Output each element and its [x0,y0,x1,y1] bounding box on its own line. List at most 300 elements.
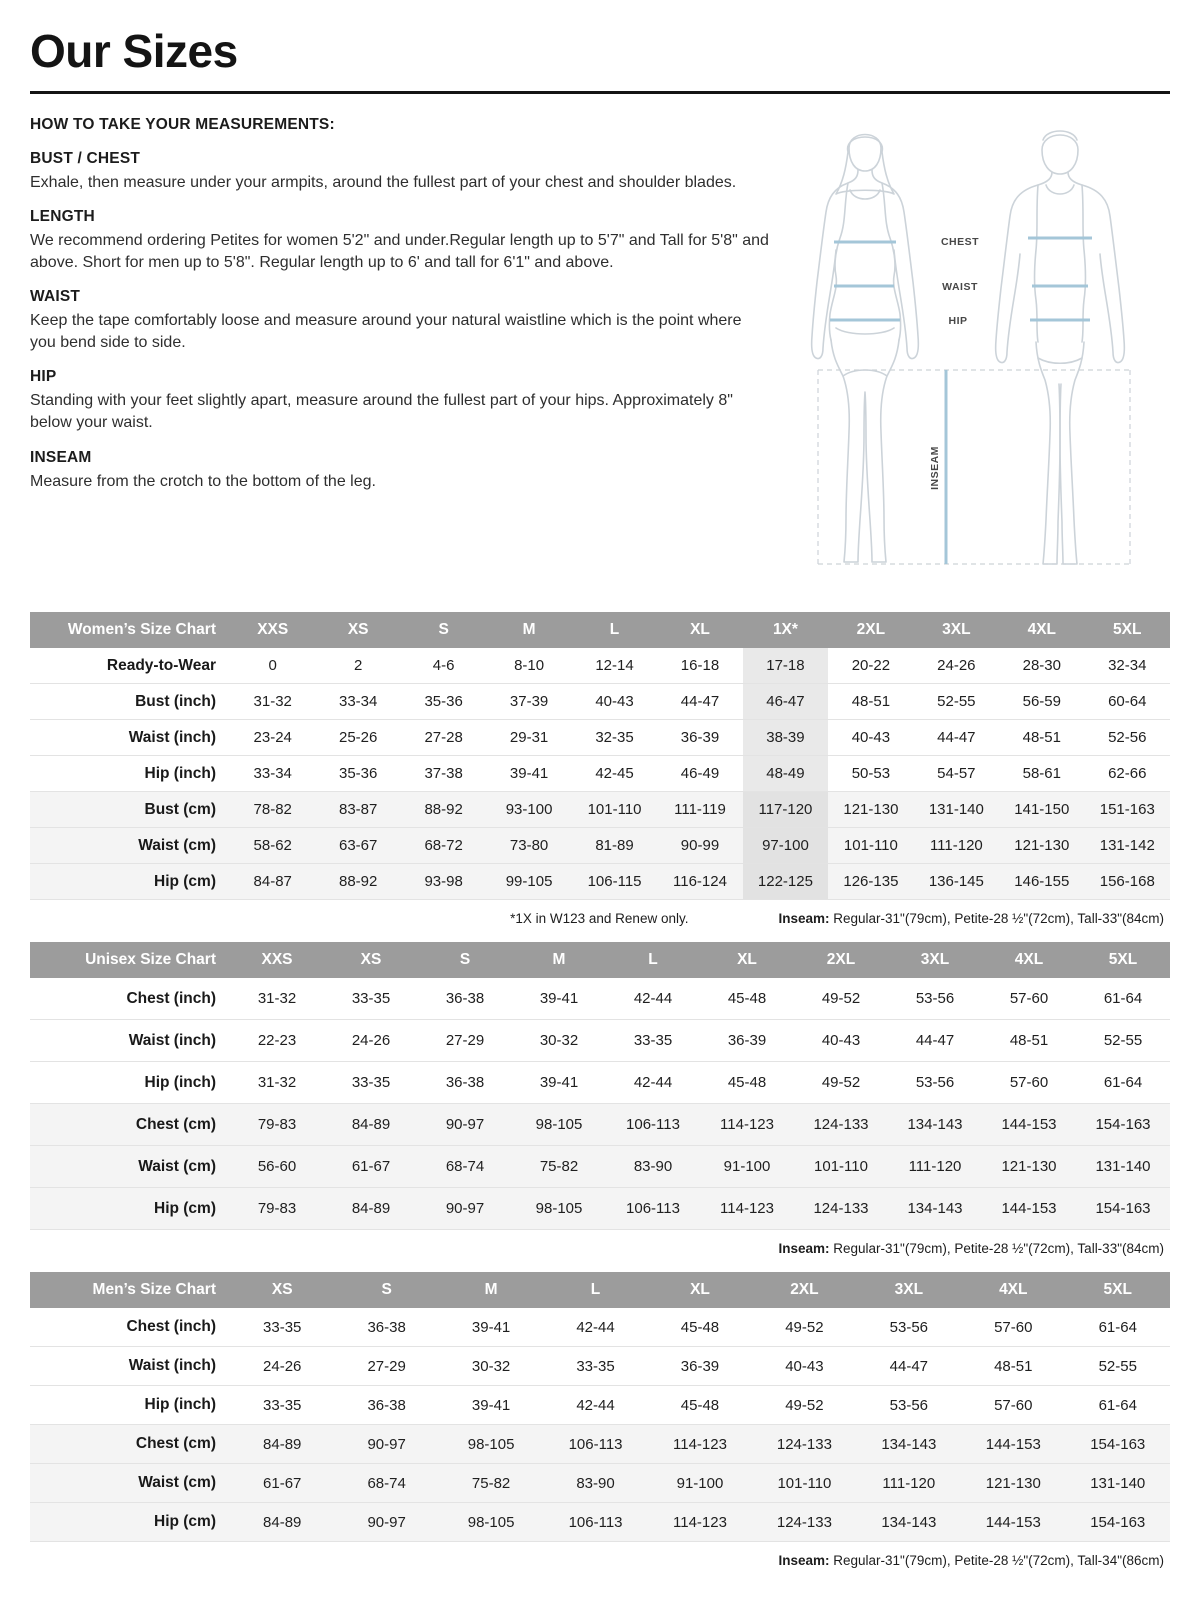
size-value: 60-64 [1108,693,1147,710]
size-value: 124-133 [776,1435,832,1453]
size-value: 61-64 [1103,990,1143,1007]
size-value: 111-120 [929,837,983,854]
header-row [30,612,1170,648]
size-value: 2 [354,657,363,674]
size-value: 30-32 [471,1357,511,1375]
size-row [30,864,1170,900]
size-value: 106-113 [568,1513,623,1531]
size-value: 83-90 [576,1474,615,1492]
size-value: 144-153 [985,1435,1041,1453]
instruction-body-bust-chest: Exhale, then measure under your armpits, around the fullest part of your chest and shoulder blades. [30,174,737,191]
row-label: Waist (cm) [138,1474,216,1491]
column-header-5xl: 5XL [1076,942,1170,978]
column-header-5xl: 5XL [1066,1272,1171,1308]
unisex-size-chart-table [30,942,1170,1230]
size-row [30,1104,1170,1146]
size-value: 61-64 [1098,1396,1137,1414]
measurement-instructions-section [30,116,1170,598]
size-value: 40-43 [785,1357,824,1375]
size-value: 83-87 [338,801,378,818]
size-value: 141-150 [1014,801,1070,818]
size-value: 31-32 [257,990,297,1007]
size-value: 106-115 [587,873,642,890]
size-value: 44-47 [680,693,720,710]
size-charts [30,612,1170,1574]
size-value: 84-89 [351,1200,391,1217]
waist-label: WAIST [942,281,978,293]
size-value: 28-30 [1022,657,1061,674]
size-row [30,1425,1170,1464]
size-row [30,1308,1170,1347]
asterisk-note: *1X in W123 and Renew only. [510,911,689,926]
size-value: 33-35 [351,990,391,1007]
size-row [30,1464,1170,1503]
column-header-l: L [606,942,700,978]
title-divider [30,91,1170,94]
size-value: 57-60 [1009,1074,1049,1091]
column-header-2xl: 2XL [752,1272,856,1308]
row-label: Chest (cm) [135,1435,216,1452]
column-header-5xl: 5XL [1085,612,1170,648]
size-row [30,792,1170,828]
hip-label: HIP [948,315,968,327]
size-value: 52-55 [937,693,976,710]
instruction-body-hip: Standing with your feet slightly apart, measure around the fullest part of your hips. Approximately 8" below your waist. [30,392,733,432]
size-value: 49-52 [785,1396,824,1414]
size-value: 39-41 [471,1396,511,1414]
instruction-section-hip [30,368,770,434]
size-value: 114-123 [673,1435,727,1453]
size-value: 37-38 [424,765,463,782]
size-value: 33-34 [253,765,292,782]
size-value: 40-43 [821,1032,861,1049]
inseam-note: Inseam: Regular-31"(79cm), Petite-28 ½"(72cm), Tall-33"(84cm) [778,911,1164,926]
size-value: 30-32 [539,1032,579,1049]
header-row [30,1272,1170,1308]
size-value: 117-120 [743,792,828,828]
column-header-3xl: 3XL [914,612,999,648]
size-value: 144-153 [985,1513,1041,1531]
instruction-title-waist: WAIST [30,288,81,306]
size-value: 93-100 [505,801,553,818]
table-footnote [30,1230,1170,1262]
size-value: 53-56 [915,990,955,1007]
row-label: Ready-to-Wear [106,656,216,674]
column-header-xs: XS [315,612,400,648]
size-value: 106-113 [626,1116,680,1133]
column-header-xxs: XXS [230,612,315,648]
column-header-1x: 1X* [743,612,828,648]
size-value: 106-113 [626,1200,680,1217]
column-header-m: M [512,942,606,978]
size-value: 54-57 [937,765,976,782]
size-value: 48-51 [851,693,891,710]
instruction-title-length: LENGTH [30,208,95,226]
size-value: 131-140 [1095,1158,1151,1175]
size-value: 154-163 [1090,1513,1146,1531]
size-value: 22-23 [257,1032,297,1049]
size-value: 90-97 [445,1116,485,1133]
size-value: 111-120 [908,1158,962,1175]
column-header-m: M [486,612,571,648]
size-value: 12-14 [595,657,634,674]
size-value: 144-153 [1001,1116,1057,1133]
size-row [30,1386,1170,1425]
column-header-xs: XS [324,942,418,978]
size-value: 45-48 [680,1318,720,1336]
column-header-4xl: 4XL [982,942,1076,978]
size-value: 48-49 [743,756,828,792]
size-value: 131-140 [928,801,984,818]
size-value: 124-133 [813,1200,869,1217]
size-value: 52-56 [1108,729,1147,746]
size-value: 154-163 [1095,1116,1151,1133]
size-value: 134-143 [907,1200,963,1217]
size-row [30,1503,1170,1542]
size-value: 154-163 [1095,1200,1151,1217]
inseam-note: Inseam: Regular-31"(79cm), Petite-28 ½"(72cm), Tall-34"(86cm) [778,1553,1164,1568]
unisex-size-chart-section [30,942,1170,1262]
row-label: Bust (cm) [144,800,216,818]
size-value: 25-26 [338,729,378,746]
size-value: 45-48 [680,1396,720,1414]
size-value: 8-10 [514,657,545,674]
size-value: 134-143 [907,1116,963,1133]
size-value: 57-60 [1009,990,1049,1007]
size-value: 106-113 [568,1435,623,1453]
page-title: Our Sizes [30,25,238,77]
size-value: 23-24 [253,729,292,746]
size-value: 57-60 [994,1318,1033,1336]
size-value: 75-82 [471,1474,511,1492]
size-value: 114-123 [673,1513,727,1531]
size-value: 88-92 [338,873,378,890]
row-label: Waist (inch) [128,728,216,746]
size-value: 134-143 [881,1513,937,1531]
size-value: 44-47 [937,729,976,746]
chest-label: CHEST [940,236,980,248]
size-row [30,756,1170,792]
size-value: 111-119 [674,801,726,818]
size-value: 45-48 [727,990,767,1007]
row-label: Chest (cm) [135,1115,216,1133]
column-header-m: M [439,1272,543,1308]
size-value: 27-29 [367,1357,406,1375]
size-value: 4-6 [432,657,455,674]
column-header-2xl: 2XL [828,612,913,648]
size-value: 33-35 [263,1318,302,1336]
size-value: 131-140 [1090,1474,1146,1492]
womens-size-chart-table [30,612,1170,900]
male-figure-outline [996,131,1125,564]
size-value: 39-41 [539,990,579,1007]
size-value: 114-123 [720,1200,774,1217]
female-figure-outline [812,135,919,563]
size-value: 124-133 [813,1116,869,1133]
mens-size-chart-table [30,1272,1170,1542]
size-value: 62-66 [1108,765,1147,782]
size-value: 32-35 [595,729,634,746]
size-value: 50-53 [851,765,891,782]
size-value: 68-72 [424,837,463,854]
row-label: Chest (inch) [126,1318,216,1335]
size-value: 101-110 [843,837,898,854]
size-value: 79-83 [257,1200,297,1217]
instructions-column [30,116,788,598]
size-value: 75-82 [539,1158,579,1175]
size-value: 39-41 [539,1074,579,1091]
size-value: 156-168 [1099,873,1155,890]
size-value: 151-163 [1099,801,1155,818]
size-value: 36-38 [367,1318,406,1336]
size-row [30,828,1170,864]
size-value: 33-35 [576,1357,615,1375]
size-value: 83-90 [633,1158,673,1175]
column-header-2xl: 2XL [794,942,888,978]
size-value: 84-89 [351,1116,391,1133]
size-row [30,1188,1170,1230]
size-value: 57-60 [994,1396,1033,1414]
size-value: 48-51 [994,1357,1033,1375]
size-value: 68-74 [367,1474,406,1492]
size-value: 46-47 [743,684,828,720]
row-label: Hip (inch) [144,764,216,782]
size-value: 0 [268,657,277,674]
column-header-3xl: 3XL [857,1272,961,1308]
column-header-3xl: 3XL [888,942,982,978]
size-value: 61-67 [263,1474,302,1492]
size-value: 90-99 [680,837,720,854]
size-value: 44-47 [915,1032,955,1049]
size-value: 121-130 [1014,837,1070,854]
size-value: 91-100 [676,1474,724,1492]
size-value: 90-97 [445,1200,485,1217]
size-value: 98-105 [467,1513,515,1531]
size-value: 53-56 [889,1318,929,1336]
size-value: 58-61 [1022,765,1061,782]
size-value: 33-35 [633,1032,673,1049]
size-value: 29-31 [509,729,549,746]
size-value: 39-41 [471,1318,511,1336]
size-value: 40-43 [595,693,634,710]
size-row [30,1062,1170,1104]
row-label: Waist (cm) [138,836,216,854]
inseam-note-label: Inseam: [778,911,830,926]
size-value: 33-35 [351,1074,391,1091]
row-label: Waist (inch) [128,1357,216,1374]
size-value: 101-110 [814,1158,868,1175]
size-value: 121-130 [985,1474,1041,1492]
size-row [30,1146,1170,1188]
size-value: 116-124 [673,873,727,890]
column-header-xxs: XXS [230,942,324,978]
size-value: 53-56 [915,1074,955,1091]
size-value: 27-29 [445,1032,485,1049]
instruction-title-hip: HIP [30,368,57,386]
column-header-s: S [418,942,512,978]
size-value: 37-39 [509,693,549,710]
size-value: 35-36 [338,765,378,782]
size-value: 36-38 [367,1396,406,1414]
size-value: 42-44 [633,990,673,1007]
size-value: 98-105 [467,1435,515,1453]
size-value: 97-100 [743,828,828,864]
size-value: 98-105 [535,1200,583,1217]
size-value: 111-120 [882,1474,936,1492]
instruction-body-length: We recommend ordering Petites for women 5'2" and under.Regular length up to 5'7" and Tall for 5'8" and above. Short for men up to 5'8". Regular length up to 6' and tall for 6'1" and above. [30,232,769,272]
size-value: 24-26 [937,657,976,674]
size-value: 114-123 [720,1116,774,1133]
row-label: Waist (inch) [128,1031,216,1049]
size-value: 38-39 [743,720,828,756]
size-value: 44-47 [889,1357,929,1375]
size-value: 122-125 [743,864,828,900]
size-value: 16-18 [680,657,720,674]
size-value: 88-92 [424,801,463,818]
size-value: 40-43 [851,729,891,746]
instruction-section-bust-chest [30,150,770,194]
size-value: 36-39 [680,729,720,746]
size-value: 33-34 [338,693,378,710]
body-measurement-diagram [788,116,1170,598]
size-value: 131-142 [1099,837,1155,854]
column-header-xs: XS [230,1272,334,1308]
column-header-s: S [401,612,486,648]
size-value: 79-83 [257,1116,297,1133]
instruction-body-waist: Keep the tape comfortably loose and measure around your natural waistline which is the point where you bend side to side. [30,312,742,352]
size-value: 81-89 [595,837,634,854]
size-value: 53-56 [889,1396,929,1414]
size-value: 42-44 [576,1396,615,1414]
column-header-s: S [334,1272,438,1308]
size-value: 78-82 [253,801,292,818]
size-value: 45-48 [727,1074,767,1091]
column-header-xl: XL [657,612,742,648]
size-value: 93-98 [424,873,463,890]
inseam-note: Inseam: Regular-31"(79cm), Petite-28 ½"(72cm), Tall-33"(84cm) [778,1241,1164,1256]
size-value: 31-32 [253,693,292,710]
instruction-body-inseam: Measure from the crotch to the bottom of the leg. [30,472,376,490]
size-row [30,978,1170,1020]
size-value: 36-39 [727,1032,767,1049]
size-value: 101-110 [587,801,642,818]
instruction-section-waist [30,288,770,354]
size-row [30,720,1170,756]
size-value: 61-64 [1098,1318,1137,1336]
row-label: Hip (cm) [154,1513,216,1530]
size-value: 33-35 [263,1396,302,1414]
size-value: 49-52 [821,990,861,1007]
size-value: 49-52 [785,1318,824,1336]
size-value: 32-34 [1108,657,1147,674]
row-label: Hip (cm) [154,872,216,890]
mens-size-chart-section [30,1272,1170,1574]
size-value: 73-80 [509,837,549,854]
instruction-title-inseam: INSEAM [30,448,92,466]
column-header-4xl: 4XL [961,1272,1065,1308]
size-value: 126-135 [843,873,899,890]
size-value: 20-22 [851,657,891,674]
size-value: 136-145 [928,873,984,890]
size-value: 42-44 [576,1318,615,1336]
size-value: 31-32 [257,1074,297,1091]
instruction-section-length [30,208,770,274]
size-value: 48-51 [1022,729,1061,746]
size-value: 56-60 [257,1158,297,1175]
size-value: 17-18 [743,648,828,684]
size-row [30,684,1170,720]
row-label: Waist (cm) [138,1157,216,1175]
size-value: 61-64 [1103,1074,1143,1091]
column-header-l: L [572,612,657,648]
size-value: 90-97 [367,1513,406,1531]
size-value: 101-110 [777,1474,832,1492]
size-value: 36-38 [445,1074,485,1091]
size-value: 121-130 [843,801,899,818]
size-value: 124-133 [776,1513,832,1531]
size-value: 39-41 [509,765,549,782]
womens-size-chart-section [30,612,1170,932]
size-value: 154-163 [1090,1435,1146,1453]
column-header-xl: XL [700,942,794,978]
size-value: 68-74 [445,1158,485,1175]
table-footnote [30,1542,1170,1574]
table-title: Women’s Size Chart [30,612,230,648]
column-header-l: L [543,1272,647,1308]
size-value: 98-105 [535,1116,583,1133]
size-value: 24-26 [263,1357,302,1375]
size-value: 48-51 [1009,1032,1049,1049]
size-value: 52-55 [1103,1032,1143,1049]
inseam-note-label: Inseam: [778,1241,830,1256]
size-value: 36-38 [445,990,485,1007]
size-value: 46-49 [680,765,720,782]
size-row [30,648,1170,684]
header-row [30,942,1170,978]
size-value: 84-89 [263,1435,302,1453]
size-value: 99-105 [505,873,553,890]
size-value: 134-143 [881,1435,937,1453]
row-label: Bust (inch) [135,692,216,710]
size-value: 52-55 [1098,1357,1137,1375]
size-value: 36-39 [680,1357,720,1375]
table-footnote [30,900,1170,932]
column-header-xl: XL [648,1272,752,1308]
row-label: Hip (inch) [144,1073,216,1091]
column-header-4xl: 4XL [999,612,1084,648]
row-label: Hip (inch) [144,1396,216,1413]
instruction-section-inseam [30,449,770,493]
row-label: Chest (inch) [126,989,216,1007]
size-value: 42-44 [633,1074,673,1091]
size-value: 146-155 [1014,873,1070,890]
size-row [30,1347,1170,1386]
size-value: 144-153 [1001,1200,1057,1217]
size-value: 49-52 [821,1074,861,1091]
size-value: 58-62 [253,837,292,854]
row-label: Hip (cm) [154,1199,216,1217]
size-value: 91-100 [723,1158,771,1175]
instruction-title-bust-chest: BUST / CHEST [30,150,141,167]
size-value: 63-67 [338,837,378,854]
size-value: 84-87 [253,873,292,890]
size-value: 90-97 [367,1435,406,1453]
inseam-label: INSEAM [929,446,941,490]
table-title: Unisex Size Chart [30,942,230,978]
measurement-figures-svg [788,118,1163,593]
inseam-note-label: Inseam: [778,1553,830,1568]
size-value: 61-67 [351,1158,391,1175]
